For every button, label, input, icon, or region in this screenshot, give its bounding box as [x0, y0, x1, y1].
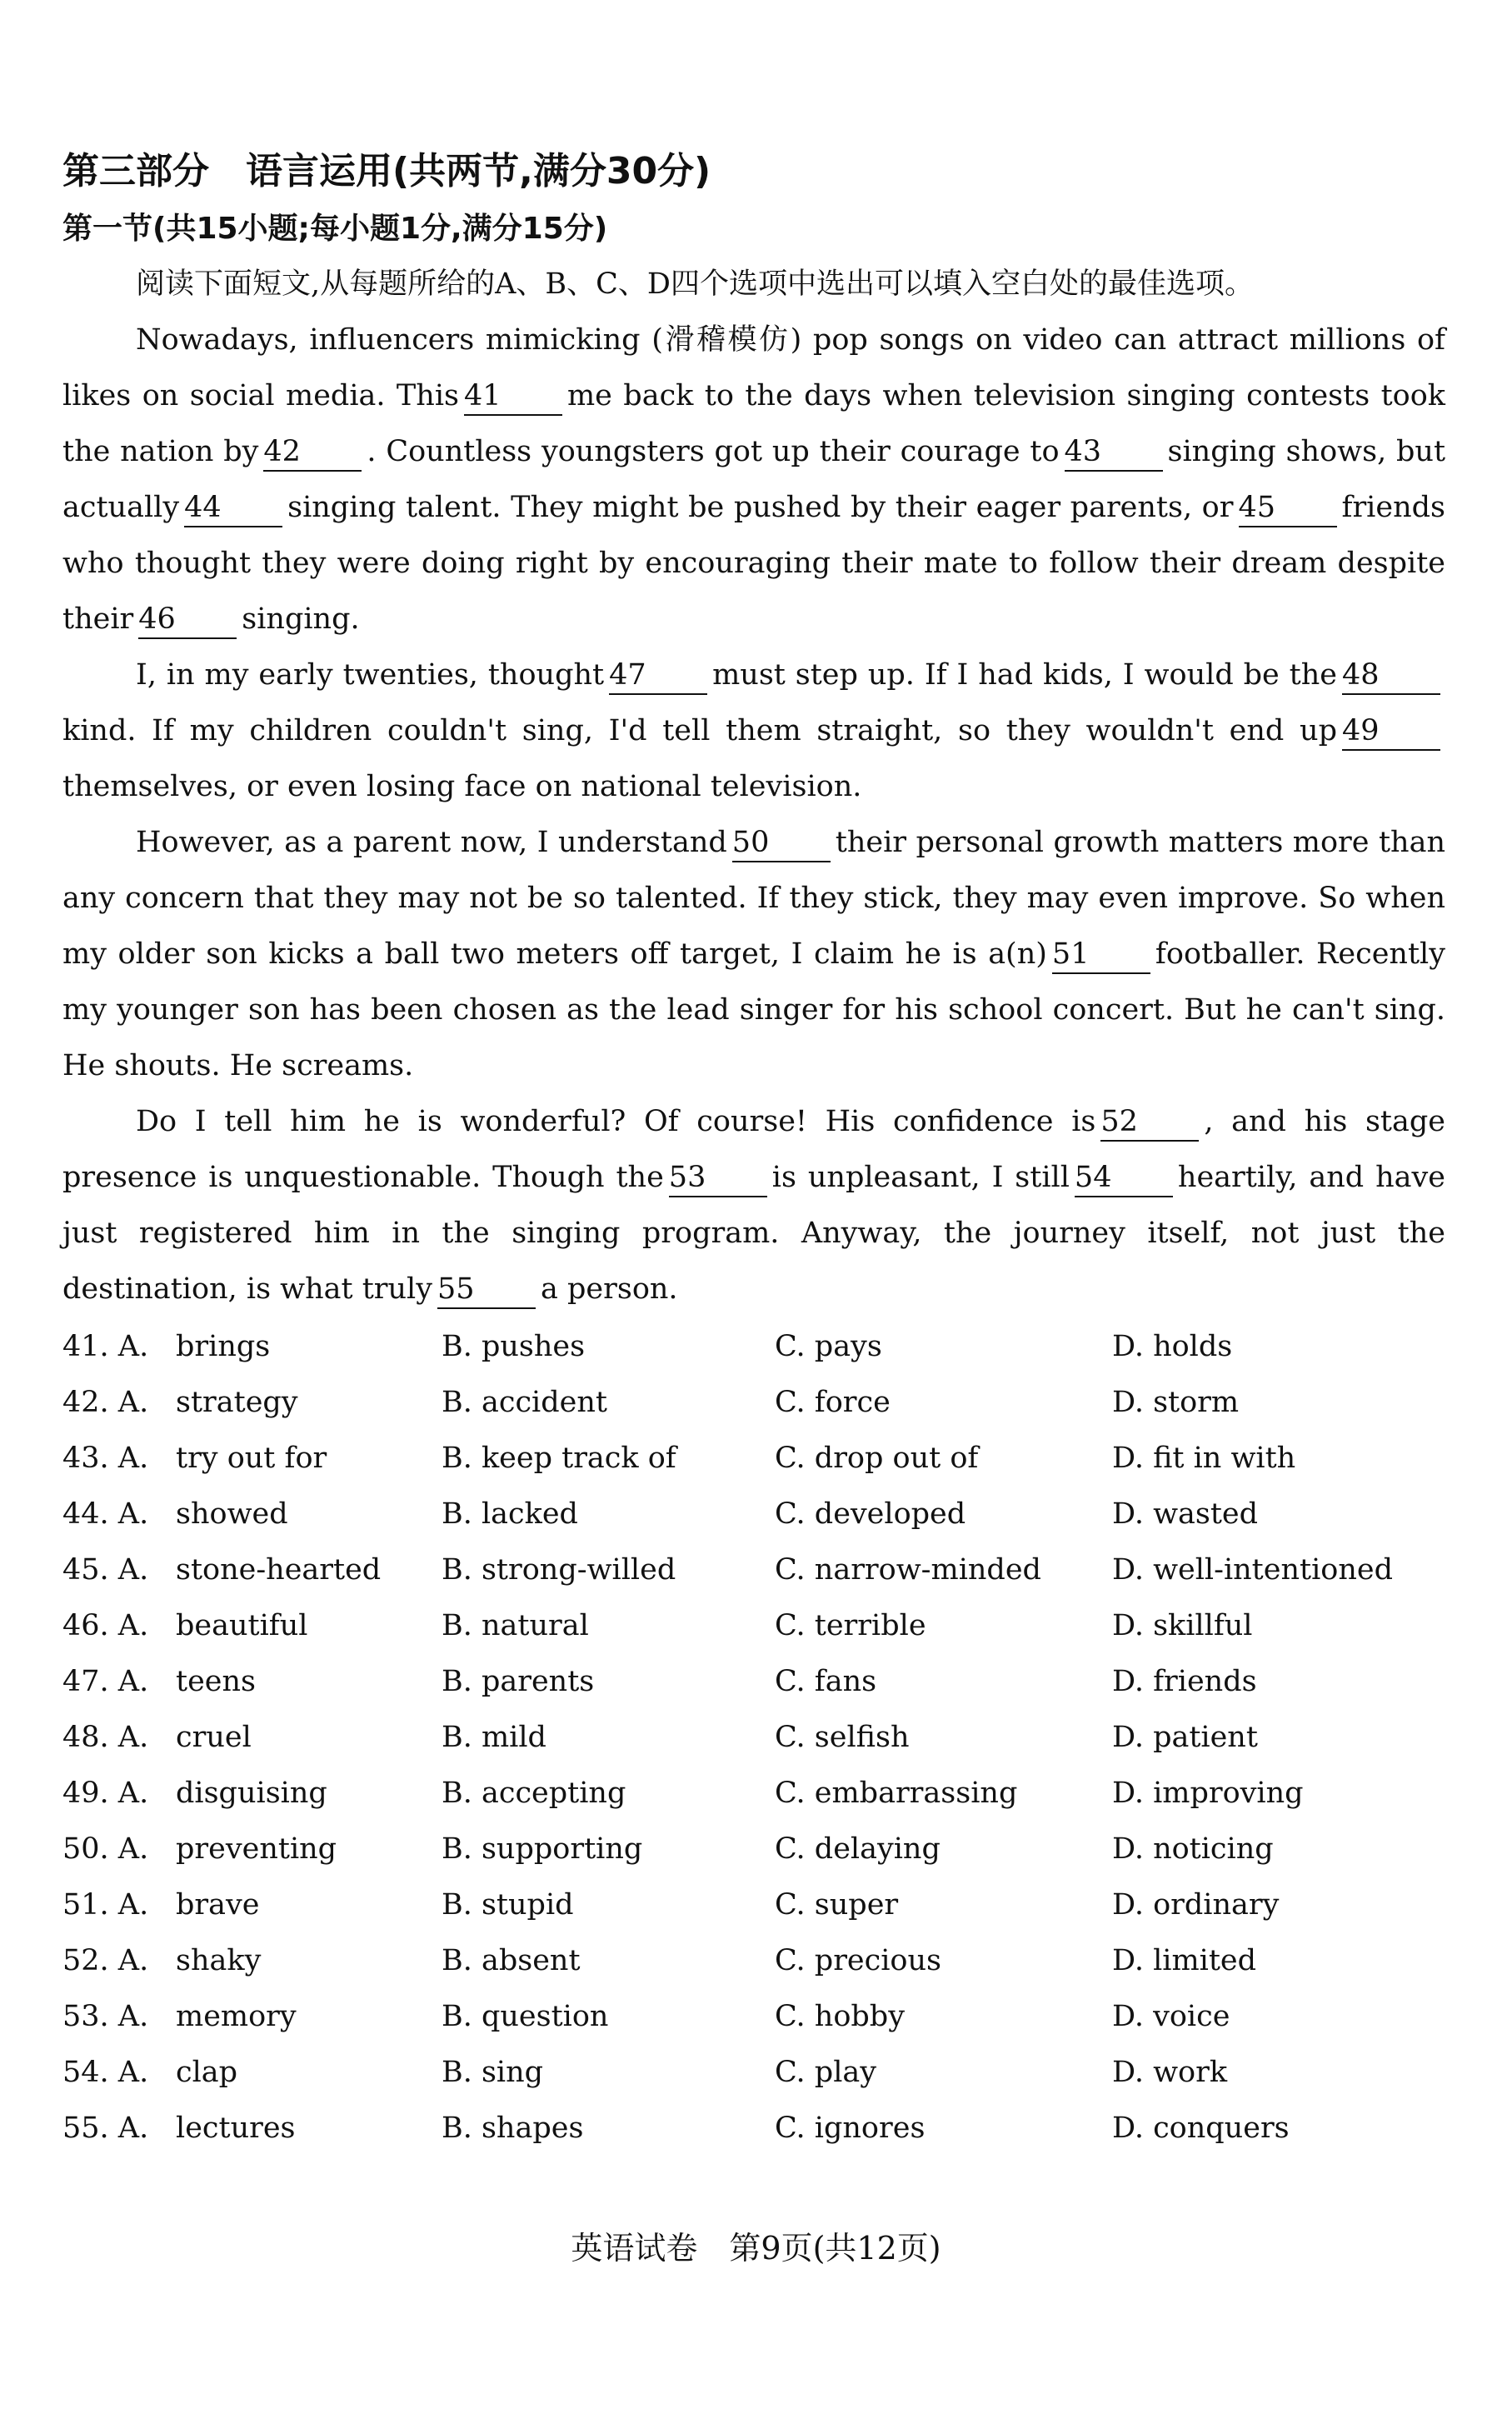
option-b: B. strong-willed — [442, 1553, 676, 1587]
option-d: D. skillful — [1112, 1609, 1253, 1642]
blank-52: 52 — [1100, 1103, 1199, 1142]
option-c: C. terrible — [775, 1609, 926, 1642]
question-number: 54. A. — [62, 2056, 149, 2089]
blank-45: 45 — [1239, 489, 1337, 527]
option-b: B. shapes — [442, 2112, 584, 2145]
instructions: 阅读下面短文,从每题所给的A、B、C、D四个选项中选出可以填入空白处的最佳选项。 — [136, 267, 1254, 301]
question-row — [62, 1598, 1445, 1654]
option-a: shaky — [176, 1944, 262, 1977]
option-c: C. ignores — [775, 2112, 926, 2145]
option-c: C. embarrassing — [775, 1777, 1018, 1810]
question-row — [62, 1431, 1445, 1487]
option-a: beautiful — [176, 1609, 308, 1642]
option-c: C. force — [775, 1386, 891, 1419]
blank-44: 44 — [184, 489, 282, 527]
question-row — [62, 1542, 1445, 1598]
blank-43: 43 — [1065, 433, 1163, 472]
option-c: C. hobby — [775, 2000, 905, 2033]
question-number: 48. A. — [62, 1721, 149, 1754]
option-c: C. selfish — [775, 1721, 910, 1754]
option-b: B. accident — [442, 1386, 607, 1419]
option-a: teens — [176, 1665, 256, 1698]
option-d: D. work — [1112, 2056, 1228, 2089]
option-d: D. holds — [1112, 1330, 1233, 1363]
question-row — [62, 1989, 1445, 2045]
option-c: C. super — [775, 1888, 899, 1922]
option-a: showed — [176, 1497, 288, 1531]
option-c: C. delaying — [775, 1832, 941, 1866]
option-b: B. question — [442, 2000, 609, 2033]
option-d: D. voice — [1112, 2000, 1230, 2033]
option-d: D. well-intentioned — [1112, 1553, 1393, 1587]
blank-55: 55 — [437, 1271, 536, 1309]
blank-41: 41 — [464, 377, 562, 416]
question-row — [62, 2101, 1445, 2157]
option-c: C. precious — [775, 1944, 942, 1977]
blank-49: 49 — [1342, 712, 1440, 751]
question-number: 50. A. — [62, 1832, 149, 1866]
question-number: 47. A. — [62, 1665, 149, 1698]
question-number: 51. A. — [62, 1888, 149, 1922]
option-d: D. noticing — [1112, 1832, 1274, 1866]
option-a: brave — [176, 1888, 260, 1922]
option-d: D. ordinary — [1112, 1888, 1280, 1922]
passage-paragraph-1: Nowadays, influencers mimicking (滑稽模仿) pop songs on video can attract millions of likes on social media. This 41 me back to the days when television singing contests took the nation by 42 . Countless youngsters got up their courage to 43 singing shows, but actually 44 singing talent. They might be pushed by their eager parents, or 45 friends who thought they were doing right by encouraging their mate to follow their dream despite their 46 singing. — [62, 312, 1445, 647]
option-d: D. fit in with — [1112, 1442, 1296, 1475]
question-number: 42. A. — [62, 1386, 149, 1419]
option-c: C. narrow-minded — [775, 1553, 1041, 1587]
option-b: B. stupid — [442, 1888, 574, 1922]
question-row — [62, 1766, 1445, 1822]
option-a: lectures — [176, 2112, 296, 2145]
question-number: 53. A. — [62, 2000, 149, 2033]
option-a: disguising — [176, 1777, 327, 1810]
option-c: C. developed — [775, 1497, 966, 1531]
section-title: 第三部分 语言运用(共两节,满分30分) — [62, 150, 711, 192]
passage-paragraph-2: I, in my early twenties, thought 47 must step up. If I had kids, I would be the 48kind. If my children couldn't sing, I'd tell them straight, so they wouldn't end up 49themselves, or even losing face on national television. — [62, 647, 1445, 815]
question-row — [62, 1877, 1445, 1933]
question-number: 52. A. — [62, 1944, 149, 1977]
blank-42: 42 — [263, 433, 362, 472]
option-d: D. patient — [1112, 1721, 1258, 1754]
question-number: 41. A. — [62, 1330, 149, 1363]
option-a: brings — [176, 1330, 271, 1363]
blank-48: 48 — [1342, 657, 1440, 695]
question-number: 49. A. — [62, 1777, 149, 1810]
option-b: B. accepting — [442, 1777, 626, 1810]
exam-page — [62, 142, 1445, 2157]
subsection-title: 第一节(共15小题;每小题1分,满分15分) — [62, 212, 608, 246]
option-b: B. natural — [442, 1609, 589, 1642]
question-number: 43. A. — [62, 1442, 149, 1475]
question-row — [62, 1654, 1445, 1710]
question-number: 45. A. — [62, 1553, 149, 1587]
question-number: 55. A. — [62, 2112, 149, 2145]
page-footer: 英语试卷 第9页(共12页) — [571, 2230, 941, 2267]
option-a: stone-hearted — [176, 1553, 382, 1587]
option-c: C. pays — [775, 1330, 882, 1363]
question-row — [62, 1319, 1445, 1375]
blank-50: 50 — [732, 824, 831, 862]
question-row — [62, 1710, 1445, 1766]
option-a: cruel — [176, 1721, 252, 1754]
question-row — [62, 1933, 1445, 1989]
question-row — [62, 1375, 1445, 1431]
question-number: 46. A. — [62, 1609, 149, 1642]
blank-53: 53 — [669, 1159, 767, 1197]
option-b: B. supporting — [442, 1832, 643, 1866]
blank-51: 51 — [1052, 936, 1150, 974]
passage-paragraph-3: However, as a parent now, I understand 50 their personal growth matters more than any concern that they may not be so talented. If they stick, they may even improve. So when my older son kicks a ball two meters off target, I claim he is a(n) 51 footballer. Recently my younger son has been chosen as the lead singer for his school concert. But he can't sing. He shouts. He screams. — [62, 826, 1446, 1082]
option-b: B. sing — [442, 2056, 544, 2089]
option-d: D. wasted — [1112, 1497, 1259, 1531]
option-b: B. absent — [442, 1944, 581, 1977]
option-b: B. mild — [442, 1721, 546, 1754]
option-d: D. conquers — [1112, 2112, 1290, 2145]
blank-47: 47 — [609, 657, 707, 695]
option-d: D. friends — [1112, 1665, 1257, 1698]
option-d: D. limited — [1112, 1944, 1257, 1977]
option-b: B. keep track of — [442, 1442, 676, 1475]
option-a: clap — [176, 2056, 238, 2089]
blank-54: 54 — [1075, 1159, 1173, 1197]
option-b: B. pushes — [442, 1330, 586, 1363]
option-b: B. lacked — [442, 1497, 578, 1531]
option-c: C. drop out of — [775, 1442, 979, 1475]
option-a: try out for — [176, 1442, 327, 1475]
option-d: D. improving — [1112, 1777, 1304, 1810]
blank-46: 46 — [138, 601, 237, 639]
question-number: 44. A. — [62, 1497, 149, 1531]
question-row — [62, 2045, 1445, 2101]
question-row — [62, 1487, 1445, 1542]
option-a: strategy — [176, 1386, 298, 1419]
option-a: memory — [176, 2000, 297, 2033]
option-a: preventing — [176, 1832, 337, 1866]
options-list — [62, 1319, 1445, 2157]
question-row — [62, 1822, 1445, 1877]
passage-paragraph-4: Do I tell him he is wonderful? Of course! His confidence is 52 , and his stage presence is unquestionable. Though the 53 is unpleasant, I still 54 heartily, and have just registered him in the singing program. Anyway, the journey itself, not just the destination, is what truly 55 a person. — [62, 1094, 1445, 1317]
option-d: D. storm — [1112, 1386, 1240, 1419]
option-c: C. fans — [775, 1665, 877, 1698]
option-c: C. play — [775, 2056, 877, 2089]
option-b: B. parents — [442, 1665, 595, 1698]
